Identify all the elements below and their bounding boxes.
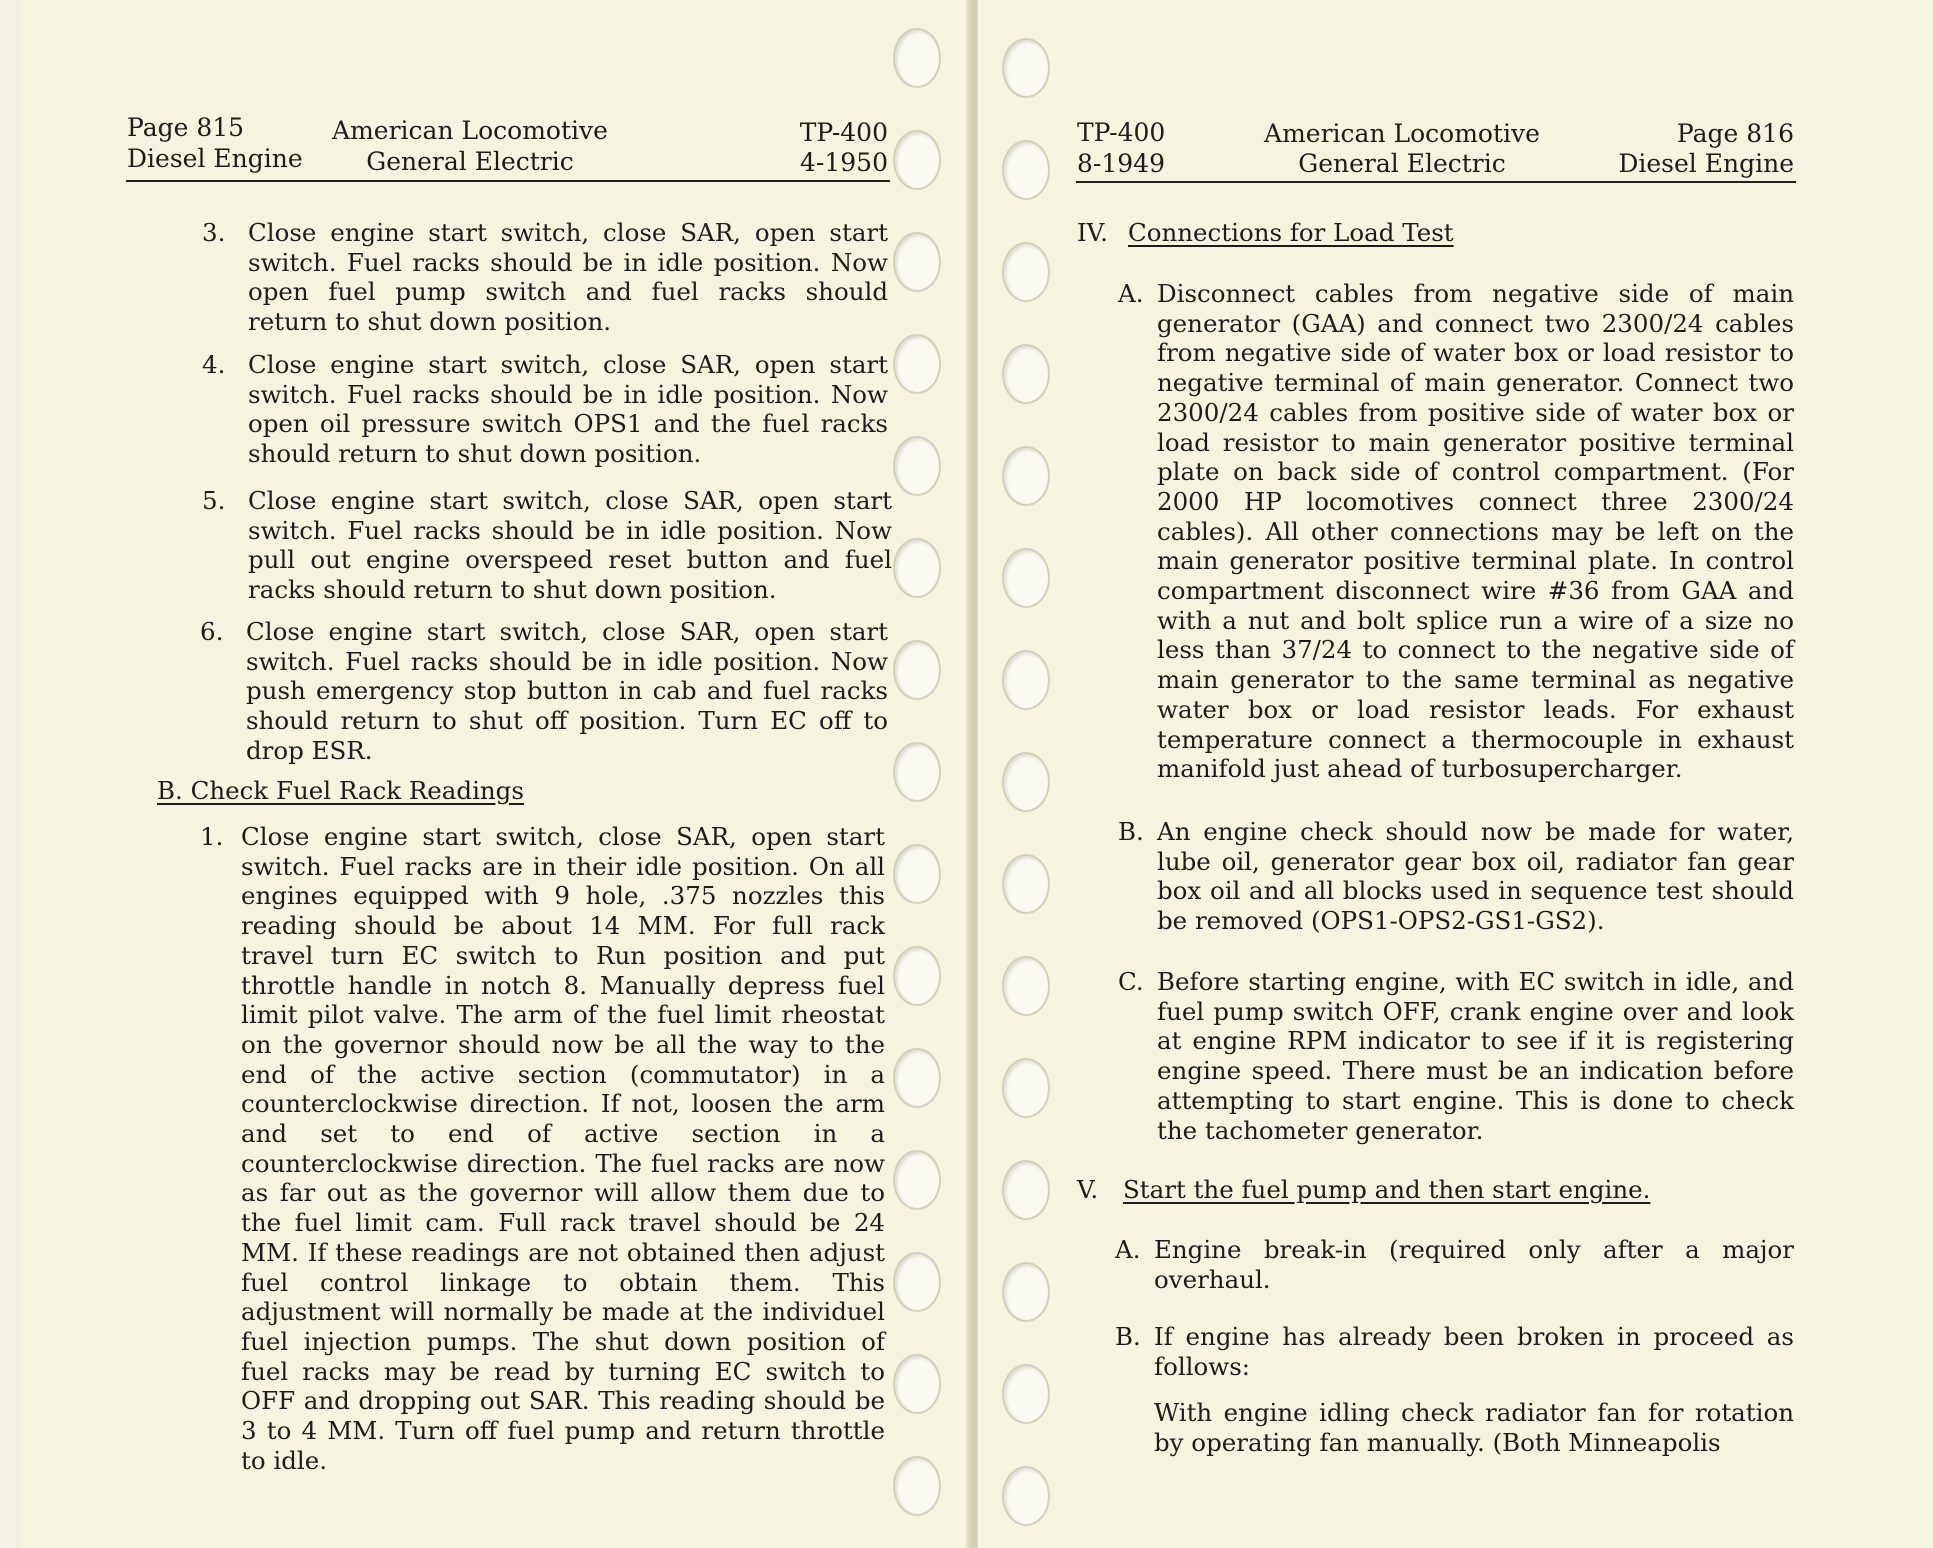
punch-hole xyxy=(1002,1466,1050,1526)
item-5-text: Close engine start switch, close SAR, open start switch. Fuel racks should be in idle position. Now pull out engine overspeed reset button and fuel racks should return to shut down position. xyxy=(248,486,892,605)
punch-hole xyxy=(893,334,941,394)
punch-hole xyxy=(1002,752,1050,812)
punch-hole xyxy=(1002,650,1050,710)
b-item-1-number: 1. xyxy=(200,822,224,851)
punch-hole xyxy=(1002,956,1050,1016)
punch-hole xyxy=(893,1354,941,1414)
v-item-a-text: Engine break-in (required only after a major overhaul. xyxy=(1154,1235,1794,1294)
punch-hole xyxy=(893,1252,941,1312)
punch-hole xyxy=(893,28,941,88)
right-page xyxy=(978,0,1933,1548)
right-header-code: TP-400 xyxy=(1077,118,1166,147)
section-b-heading: B. Check Fuel Rack Readings xyxy=(157,776,524,805)
punch-hole xyxy=(1002,1262,1050,1322)
iv-item-c-text: Before starting engine, with EC switch in idle, and fuel pump switch OFF, crank engine over and look at engine RPM indicator to see if it is registering engine speed. There must be an indication before attempting to start engine. This is done to check the tachometer generator. xyxy=(1157,967,1794,1145)
b-item-1-text: Close engine start switch, close SAR, open start switch. Fuel racks are in their idle position. On all engines equipped with 9 hole, .375 nozzles this reading should be about 14 MM. For full rack travel turn EC switch to Run position and put throttle handle in notch 8. Manually depress fuel limit pilot valve. The arm of the fuel limit rheostat on the governor should now be all the way to the end of the active section (commutator) in a counterclockwise direction. If not, loosen the arm and set to end of active section in a counterclockwise direction. The fuel racks are now as far out as the governor will allow them due to the fuel limit cam. Full rack travel should be 24 MM. If these readings are not obtained then adjust fuel control linkage to obtain them. This adjustment will normally be made at the individuel fuel injection pumps. The shut down position of fuel racks may be read by turning EC switch to OFF and dropping out SAR. This reading should be 3 to 4 MM. Turn off fuel pump and return throttle to idle. xyxy=(241,822,885,1475)
item-3-number: 3. xyxy=(202,218,226,247)
punch-hole xyxy=(893,946,941,1006)
left-header-rule xyxy=(126,180,890,182)
right-header-date: 8-1949 xyxy=(1077,149,1165,178)
section-v-heading: Start the fuel pump and then start engine. xyxy=(1123,1175,1651,1204)
v-item-b-number: B. xyxy=(1115,1322,1141,1351)
left-page xyxy=(20,0,970,1548)
iv-item-a-text: Disconnect cables from negative side of main generator (GAA) and connect two 2300/24 cables from negative side of water box or load resistor to negative terminal of main generator. Connect two 2300/24 cables from positive side of water box or load resistor to main generator positive terminal plate on back side of control compartment. (For 2000 HP locomotives connect three 2300/24 cables). All other connections may be left on the main generator positive terminal plate. In control compartment disconnect wire #36 from GAA and with a nut and bolt splice run a wire of a size no less than 37/24 to connect to the negative side of main generator to the same terminal as negative water box or load resistor leads. For exhaust temperature connect a thermocouple in exhaust manifold just ahead of turbosupercharger. xyxy=(1157,279,1794,784)
punch-hole xyxy=(1002,38,1050,98)
item-6-number: 6. xyxy=(200,617,224,646)
left-header-company2: General Electric xyxy=(366,147,574,176)
punch-hole xyxy=(893,742,941,802)
punch-hole xyxy=(893,538,941,598)
right-header-engine: Diesel Engine xyxy=(1618,149,1794,178)
punch-hole xyxy=(893,436,941,496)
punch-hole xyxy=(893,640,941,700)
punch-hole xyxy=(893,130,941,190)
punch-hole xyxy=(893,1048,941,1108)
punch-hole xyxy=(1002,1058,1050,1118)
punch-hole xyxy=(1002,446,1050,506)
left-header-date: 4-1950 xyxy=(800,148,888,177)
left-header-company: American Locomotive xyxy=(332,116,608,145)
punch-hole xyxy=(893,232,941,292)
v-tail-text: With engine idling check radiator fan for rotation by operating fan manually. (Both Minneapolis xyxy=(1154,1398,1794,1457)
left-header-engine: Diesel Engine xyxy=(127,144,303,173)
section-iv-number: IV. xyxy=(1077,218,1108,247)
right-header-page: Page 816 xyxy=(1676,119,1794,148)
punch-hole xyxy=(1002,854,1050,914)
iv-item-b-number: B. xyxy=(1118,817,1144,846)
item-3-text: Close engine start switch, close SAR, open start switch. Fuel racks should be in idle position. Now open fuel pump switch and fuel racks should return to shut down position. xyxy=(248,218,888,337)
v-item-b-text: If engine has already been broken in proceed as follows: xyxy=(1154,1322,1794,1381)
right-header-rule xyxy=(1076,181,1796,183)
item-4-text: Close engine start switch, close SAR, open start switch. Fuel racks should be in idle position. Now open oil pressure switch OPS1 and the fuel racks should return to shut down position. xyxy=(248,350,888,469)
punch-hole xyxy=(1002,140,1050,200)
punch-hole xyxy=(1002,344,1050,404)
punch-hole xyxy=(893,844,941,904)
punch-hole xyxy=(893,1456,941,1516)
punch-hole xyxy=(1002,1160,1050,1220)
left-header-page: Page 815 xyxy=(127,113,245,142)
right-header-company2: General Electric xyxy=(1298,149,1506,178)
item-4-number: 4. xyxy=(202,350,226,379)
item-5-number: 5. xyxy=(202,486,226,515)
item-6-text: Close engine start switch, close SAR, open start switch. Fuel racks should be in idle position. Now push emergency stop button in cab and fuel racks should return to shut off position. Turn EC off to drop ESR. xyxy=(246,617,888,765)
iv-item-a-number: A. xyxy=(1118,279,1144,308)
right-header-company: American Locomotive xyxy=(1264,119,1540,148)
section-iv-heading: Connections for Load Test xyxy=(1128,218,1454,247)
punch-hole xyxy=(1002,548,1050,608)
v-item-a-number: A. xyxy=(1115,1235,1141,1264)
iv-item-b-text: An engine check should now be made for water, lube oil, generator gear box oil, radiator fan gear box oil and all blocks used in sequence test should be removed (OPS1-OPS2-GS1-GS2). xyxy=(1157,817,1794,936)
punch-hole xyxy=(1002,1364,1050,1424)
section-v-number: V. xyxy=(1077,1175,1099,1204)
punch-hole xyxy=(1002,242,1050,302)
punch-hole xyxy=(893,1150,941,1210)
left-header-code: TP-400 xyxy=(799,118,888,147)
iv-item-c-number: C. xyxy=(1118,967,1144,996)
